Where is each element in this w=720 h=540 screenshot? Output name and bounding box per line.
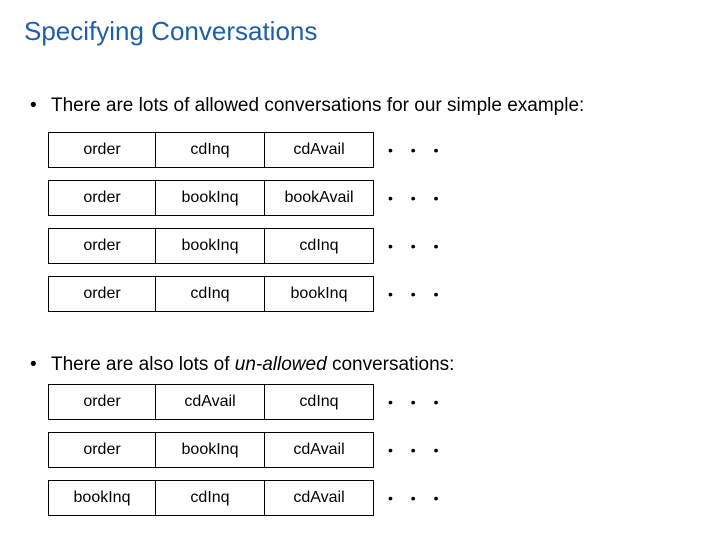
message-cell: order <box>48 384 156 420</box>
message-cell: order <box>48 228 156 264</box>
ellipsis: • • • <box>388 394 446 410</box>
ellipsis: • • • <box>388 442 446 458</box>
message-cell: order <box>48 132 156 168</box>
message-cell: order <box>48 432 156 468</box>
message-cell: cdInq <box>264 228 374 264</box>
unallowed-row-2 <box>48 432 445 468</box>
bullet-allowed <box>30 95 584 117</box>
message-cell: cdAvail <box>155 384 265 420</box>
ellipsis: • • • <box>388 142 446 158</box>
ellipsis: • • • <box>388 490 446 506</box>
message-cell: cdInq <box>155 132 265 168</box>
bullet-unallowed-before: There are also lots of <box>51 354 235 375</box>
message-cell: bookInq <box>48 480 156 516</box>
allowed-row-4 <box>48 276 445 312</box>
message-cell: cdAvail <box>264 480 374 516</box>
ellipsis: • • • <box>388 286 446 302</box>
message-cell: bookAvail <box>264 180 374 216</box>
message-cell: bookInq <box>155 228 265 264</box>
message-cell: bookInq <box>155 432 265 468</box>
message-cell: bookInq <box>155 180 265 216</box>
allowed-row-3 <box>48 228 445 264</box>
message-cell: cdInq <box>155 480 265 516</box>
bullet-unallowed <box>30 354 454 376</box>
allowed-row-1 <box>48 132 445 168</box>
message-cell: cdAvail <box>264 432 374 468</box>
message-cell: cdInq <box>264 384 374 420</box>
bullet-unallowed-after: conversations: <box>326 354 455 375</box>
message-cell: cdAvail <box>264 132 374 168</box>
unallowed-row-1 <box>48 384 445 420</box>
message-cell: cdInq <box>155 276 265 312</box>
page-title: Specifying Conversations <box>24 16 318 46</box>
bullet-allowed-text: There are lots of allowed conversations for our simple example: <box>51 95 585 116</box>
message-cell: order <box>48 180 156 216</box>
unallowed-row-3 <box>48 480 445 516</box>
bullet-unallowed-emphasis: un-allowed <box>234 354 327 375</box>
message-cell: order <box>48 276 156 312</box>
message-cell: bookInq <box>264 276 374 312</box>
bullet-unallowed-text <box>51 354 454 376</box>
ellipsis: • • • <box>388 238 446 254</box>
allowed-row-2 <box>48 180 445 216</box>
ellipsis: • • • <box>388 190 446 206</box>
bullet-dot: • <box>30 95 37 116</box>
bullet-dot: • <box>30 354 37 375</box>
